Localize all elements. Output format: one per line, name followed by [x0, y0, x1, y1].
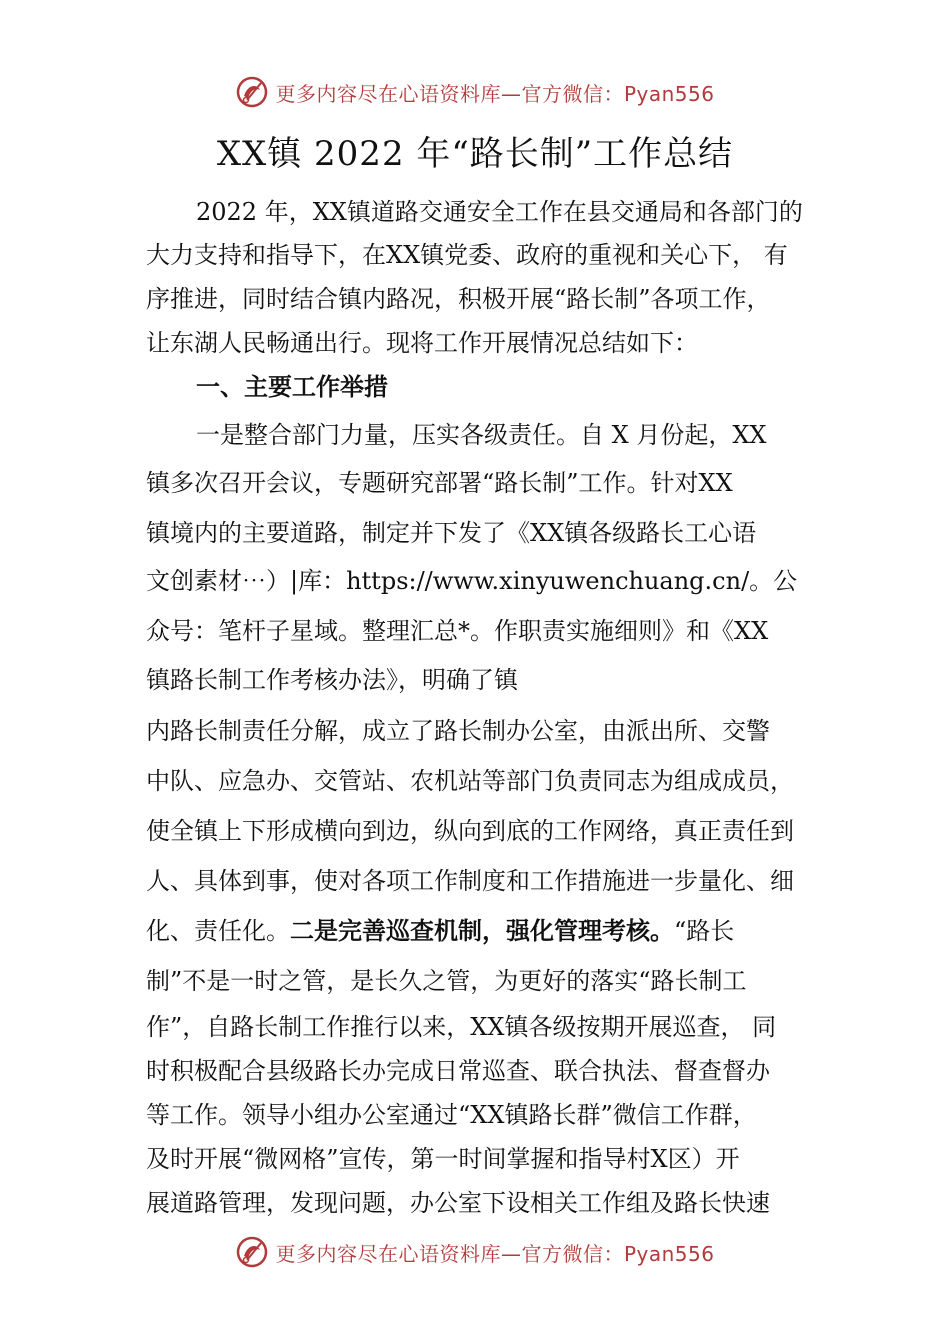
paragraph-line: 大力支持和指导下，在XX镇党委、政府的重视和关心下， 有 — [146, 241, 788, 269]
paragraph-line: 文创素材⋯）|库：https://www.xinyuwenchuang.cn/。公 — [146, 567, 798, 595]
paragraph-line: 时积极配合县级路长办完成日常巡查、联合执法、督查督办 — [146, 1057, 770, 1085]
paragraph-line: 序推进，同时结合镇内路况，积极开展“路长制”各项工作， — [146, 285, 771, 313]
paragraph-line: 让东湖人民畅通出行。现将工作开展情况总结如下： — [146, 329, 698, 357]
scissors-heart-logo-icon — [235, 75, 269, 109]
paragraph-line-mixed — [146, 916, 836, 946]
section-heading: 一、主要工作举措 — [196, 373, 388, 401]
paragraph-line: 人、具体到事，使对各项工作制度和工作措施进一步量化、细 — [146, 867, 794, 895]
line-text: 化、责任化。 — [146, 917, 290, 945]
paragraph-line: 使全镇上下形成横向到边，纵向到底的工作网络，真正责任到 — [146, 817, 794, 845]
paragraph-line: 镇境内的主要道路，制定并下发了《XX镇各级路长工心语 — [146, 519, 757, 547]
paragraph-line: 展道路管理，发现问题，办公室下设相关工作组及路长快速 — [146, 1189, 770, 1217]
scissors-heart-logo-icon — [235, 1235, 269, 1269]
document-title: XX镇 2022 年“路长制”工作总结 — [216, 134, 734, 174]
paragraph-line: 制”不是一时之管，是长久之管，为更好的落实“路长制工 — [146, 967, 747, 995]
paragraph-line: 一是整合部门力量，压实各级责任。自 X 月份起，XX — [196, 421, 767, 449]
paragraph-line: 镇路长制工作考核办法》，明确了镇 — [146, 666, 518, 694]
strong-lead-text: 二是完善巡查机制，强化管理考核。 — [290, 917, 674, 945]
paragraph-line: 内路长制责任分解，成立了路长制办公室，由派出所、交警 — [146, 717, 770, 745]
watermark-text: 更多内容尽在心语资料库—官方微信：Pyan556 — [275, 1241, 715, 1266]
paragraph-line: 等工作。领导小组办公室通过“XX镇路长群”微信工作群， — [146, 1101, 757, 1129]
paragraph-line: 镇多次召开会议，专题研究部署“路长制”工作。针对XX — [146, 469, 733, 497]
paragraph-line: 及时开展“微网格”宣传，第一时间掌握和指导村Ⅹ区）开 — [146, 1145, 740, 1173]
line-text: “路长 — [674, 917, 735, 945]
watermark-banner-top — [0, 72, 950, 112]
paragraph-line: 2022 年，XX镇道路交通安全工作在县交通局和各部门的 — [196, 198, 803, 226]
paragraph-line: 众号：笔杆子星域。整理汇总*。作职责实施细则》和《XX — [146, 617, 769, 645]
watermark-banner-bottom — [0, 1232, 950, 1272]
watermark-text: 更多内容尽在心语资料库—官方微信：Pyan556 — [275, 81, 715, 106]
paragraph-line: 作”，自路长制工作推行以来，XX镇各级按期开展巡查， 同 — [146, 1013, 777, 1041]
paragraph-line: 中队、应急办、交管站、农机站等部门负责同志为组成成员， — [146, 767, 794, 795]
